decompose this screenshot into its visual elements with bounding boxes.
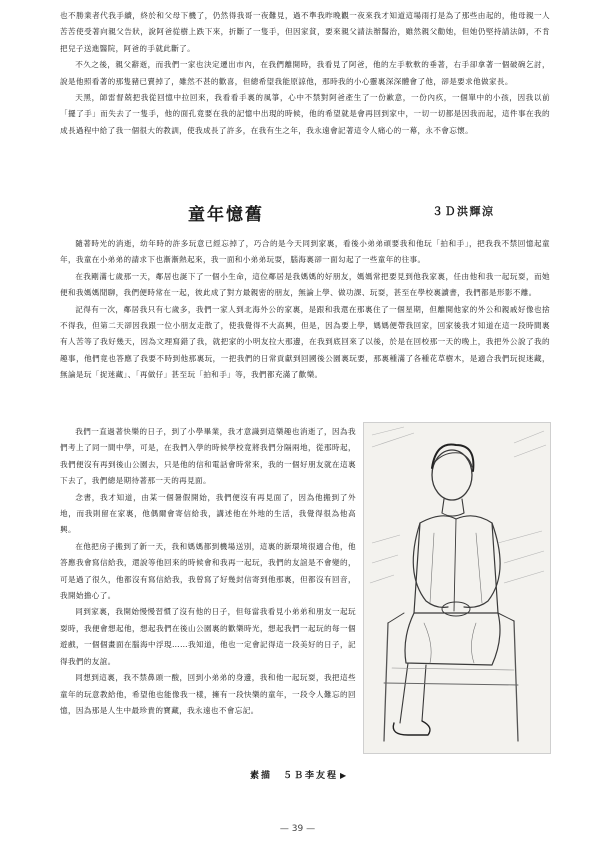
seated-figure-sketch: [364, 423, 550, 753]
essay-body-full-width: [60, 236, 550, 384]
page-number: — 39 —: [279, 824, 316, 834]
previous-essay-paragraph: 不久之後，親父辭逝，而我們一家也決定遷出市內，在我們離開時，我看見了阿爸，他的左手軟軟的垂著，右手卻拿著一個破碗乞討，說是他照看著的那隻豬已賣掉了，雖然不甚的歡喜，但總希望我能原諒他，那時我的小心靈裏深深體會了他，卻是要求他做家長。: [60, 60, 550, 86]
illustration-caption: [250, 768, 348, 781]
essay-paragraph: 同到家裏，我開始慢慢習慣了沒有他的日子，但每當我看見小弟弟和朋友一起玩耍時，我便會想起他，想起我們在後山公園裏的歡樂時光，想起我們一起玩的每一個遊戲，一個個畫面在腦海中浮現……我知道，他也一定會記得這一段美好的日子，記得我們的友誼。: [60, 607, 356, 666]
caption-text: 素描 ５Ｂ李友程: [250, 771, 339, 781]
previous-essay-paragraph: 天黑，師雷督兢把我從回憶中拉回來，我看看手裏的風箏，心中不禁對阿爸產生了一份歉意，一份內疚，一個單中的小孩，因我以前「擺了手」而失去了一隻手，他的面孔竟要在我的記憶中出現的時候，他的希望就是會再回到家中，一切一切都是因我而起，這件事在我的成長過程中給了我一個很大的教訓，使我成長了許多，在我有生之年，我永遠會記著這令人痛心的一幕，永不會忘懷。: [60, 93, 550, 135]
essay-paragraph: 同想到這裏，我不禁鼻頭一酸，回到小弟弟的身邊，我和他一起玩耍，我把這些童年的玩意教給他，希望他也能像我一樣，擁有一段快樂的童年，一段令人難忘的回憶，因為那是人生中最珍貴的寶藏，我永遠也不會忘記。: [60, 673, 356, 715]
essay-paragraph: 念書，我才知道，由某一個暑假開始，我們便沒有再見面了，因為他搬到了外地，而我則留在家裏，他偶爾會寄信給我，講述他在外地的生活，我覺得很為他高興。: [60, 492, 356, 535]
essay-author: ３Ｄ洪輝涼: [432, 205, 495, 218]
essay-paragraph: 隨著時光的消逝，幼年時的許多玩意已經忘掉了，巧合的是今天同到家裏，看後小弟弟頑要我和他玩「拍和手」，把我我不禁回憶起童年，我童在小弟弟的請求下也漸漸熱起來，我一面和小弟弟玩耍，腦海裏卻一面勾起了一些童年的往事。: [60, 239, 550, 265]
essay-paragraph: 記得有一次，鄰居我只有七歲多，我們一家人到北海外公的家裏，是跟和我還在那裏住了一個星期，但離開他家的外公和親戚好像也捨不得我，但第二天卻因我跟一位小朋友走散了，使我覺得不大高興，但是，因為要上學，媽媽便帶我回家，回家後我才知道在這一段時間裏有人苦等了我好幾天，因為文理寫錯了我，就把家的小明友拉大那邊，在我到底回來了以後，於是在回校那一天的晚上，我把外公說了我的趣事，他們竟也答應了我要不時到他那裏玩，一把我們的日常貢獻到回國後公園裏玩要，那裏種滿了各種花草樹木，是適合我們玩捉迷藏，無論是玩「捉迷藏」、「再做仔」甚至玩「拍和手」等，我們都充滿了歡樂。: [60, 304, 550, 380]
sketch-illustration: [363, 422, 551, 754]
essay-paragraph: 在我剛滿七歲那一天，鄰居也誕下了一個小生命，這位鄰居是我媽媽的好朋友，媽媽常把要見到他我家裏，任由他和我一起玩耍，而她便和我媽媽閒聊，我們便時常在一起，彼此成了對方最親密的朋友，無論上學、做功課、玩耍，甚至在學校裏讀書，我們都是形影不離。: [60, 271, 550, 298]
essay-heading: [60, 200, 550, 226]
essay-body-column: [60, 424, 356, 719]
previous-essay: [60, 8, 550, 139]
essay-title: 童年憶舊: [188, 205, 264, 225]
essay-paragraph: 我們一直過著快樂的日子，到了小學畢業，我才意識到這樂趣也消逝了，因為我們考上了同一間中學，可是，在我們入學的時候學校竟將我們分隔兩地，從那時起，我們便沒有再到後山公園去，只是他的信和電話會時常來，我的一個好朋友就在這裏下去了，我們總是期待著那一天的再見面。: [60, 427, 356, 486]
essay-paragraph: 在他把房子搬到了新一天，我和媽媽都到機場送別，這裏的新環境很適合他，他答應我會寫信給我，還說等他回來的時候會和我再一起玩，我們的友誼是不會變的，可是過了很久，他都沒有寫信給我，我曾寫了好幾封信寄到他那裏，但都沒有回音，我開始擔心了。: [60, 541, 356, 601]
previous-essay-paragraph: 也不勝業者代我手續，終於和父母下機了，仍然得我哥一夜難見，過不準我昨晚觀一夜來我才知道這場雨打是為了那些由起的，他母親一人苦苦使受著向親父告狀，說阿爸從樹上跌下來，折斷了一隻手，但因家貧，要來親父請法辦醫治，雖然親父勸她，但她仍堅持請法師，不肯把兒子送進醫院，阿爸的手就此斷了。: [60, 11, 550, 53]
triangle-marker-icon: ▶: [340, 771, 349, 780]
